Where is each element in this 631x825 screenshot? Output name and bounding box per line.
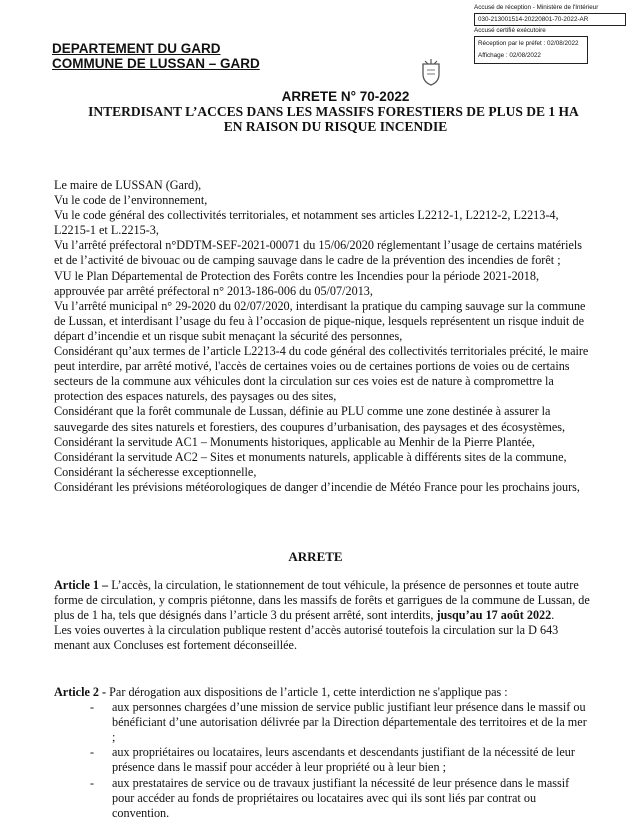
article-2-exemptions [54,700,592,821]
commune-name: COMMUNE DE LUSSAN – GARD [52,56,260,71]
preamble-line: Vu le code de l’environnement, [54,193,208,208]
article-1-paragraph-2: Les voies ouvertes à la circulation publique restent d’accès autorisé toutefois la circulation sur la D 643 menant aux Concluses est fortement déconseillée. [54,623,559,653]
reception-stamp [474,3,626,64]
list-item [54,745,592,775]
article-1 [54,578,592,653]
bullet-dash-icon: - [90,700,95,715]
exemption-text: aux personnes chargées d’une mission de service public justifiant leur présence dans le massif ou bénéficiant d’une autorisation délivrée par la Direction départementale des territoires et de la mer ; [112,700,587,745]
preamble-line: Vu l’arrêté municipal n° 29-2020 du 02/07/2020, interdisant la pratique du camping sauvage sur la commune de Lussan, et interdisant l’usage du feu à l’occasion de pique-nique, lesquels représentent un risque induit de départ d’incendie et un risque subit menaçant la sécurité des personnes, [54,298,586,343]
stamp-affichage-date: Affichage : 02/08/2022 [478,52,541,59]
preamble-line: Vu le code général des collectivités territoriales, et notamment ses articles L2212-1, L2212-2, L2213-4, L2215-1 et L.2215-3, [54,208,559,238]
article-2-text: Par dérogation aux dispositions de l’article 1, cette interdiction ne s'applique pas : [106,685,508,699]
article-1-paragraph [54,578,592,623]
preamble-line: Considérant qu’aux termes de l’article L2213-4 du code général des collectivités territoriales précité, le maire peut interdire, par arrêté motivé, l'accès de certaines voies ou de certaines portions de voies ou de certains secteurs de la commune aux véhicules dont la circulation sur ces voies est de nature à compromettre la protection des espaces naturels, des paysages ou des sites, [54,344,589,404]
arrete-heading: ARRETE [288,549,343,564]
article-2 [54,685,592,821]
stamp-dates-box [474,36,588,64]
exemption-text: aux propriétaires ou locataires, leurs ascendants et descendants justifiant de la nécessité de leur présence dans le massif pour accéder à leur propriété ou à leur bien ; [112,745,575,775]
preamble-line: Considérant que la forêt communale de Lussan, définie au PLU comme une zone destinée à assurer la sauvegarde des sites naturels et forestiers, des coupures d’urbanisation, des paysages et des écosystèmes, [54,404,566,434]
preamble [54,178,592,495]
department-name: DEPARTEMENT DU GARD [52,41,221,56]
exemption-text: aux prestataires de service ou de travaux justifiant la nécessité de leur présence dans le massif pour accéder au fonds de propriétaires ou locataires avec qui ils sont liés par contrat ou convention. [112,775,570,820]
bullet-dash-icon: - [90,775,95,790]
list-item [54,700,592,745]
decree-title-block [0,89,631,134]
decree-title-line1: INTERDISANT L’ACCES DANS LES MASSIFS FORESTIERS DE PLUS DE 1 HA [88,104,579,119]
preamble-line: Vu l’arrêté préfectoral n°DDTM-SEF-2021-00071 du 15/06/2020 réglementant l’usage de certains matériels et de l’activité de bivouac ou de camping sauvage dans le cadre de la prévention des incendies de forêt ; [54,238,583,268]
article-1-text: L’accès, la circulation, le stationnement de tout véhicule, la présence de personnes et toute autre forme de circulation, y compris piétonne, dans les massifs de forêts et garrigues de la commune de Lussan, de plus de 1 ha, tels que désignés dans l’article 3 du présent arrêté, sont interdits, [54,578,590,623]
department-header [52,41,260,71]
preamble-line: Considérant les prévisions météorologiques de danger d’incendie de Météo France pour les prochains jours, [54,479,580,494]
preamble-line: Le maire de LUSSAN (Gard), [54,178,202,192]
article-1-label: Article 1 – [54,578,109,592]
stamp-reception-title: Accusé de réception - Ministère de l'Intérieur [474,4,599,11]
list-item [54,776,592,821]
preamble-line: Considérant la servitude AC2 – Sites et monuments naturels, applicable à différents sites de la commune, [54,449,567,464]
bullet-dash-icon: - [90,745,95,760]
stamp-certified: Accusé certifié exécutoire [474,27,546,34]
stamp-prefet-date: Réception par le préfet : 02/08/2022 [478,40,579,47]
stamp-reference: 030-213001514-20220801-70-2022-AR [474,13,626,26]
decree-title-line2: EN RAISON DU RISQUE INCENDIE [223,119,448,134]
article-2-label: Article 2 - [54,685,107,699]
preamble-line: VU le Plan Départemental de Protection des Forêts contre les Incendies pour la période 2021-2018, approuvée par arrêté préfectoral n° 2013-186-006 du 05/07/2013, [54,268,539,298]
article-1-deadline: jusqu’au 17 août 2022 [436,608,552,623]
article-2-intro [54,685,592,700]
decree-number: ARRETE N° 70-2022 [281,89,410,104]
article-1-end: . [551,608,555,623]
commune-emblem-icon [419,58,443,91]
preamble-line: Considérant la servitude AC1 – Monuments historiques, applicable au Menhir de la Pierre Plantée, [54,434,535,449]
preamble-line: Considérant la sécheresse exceptionnelle, [54,464,257,479]
